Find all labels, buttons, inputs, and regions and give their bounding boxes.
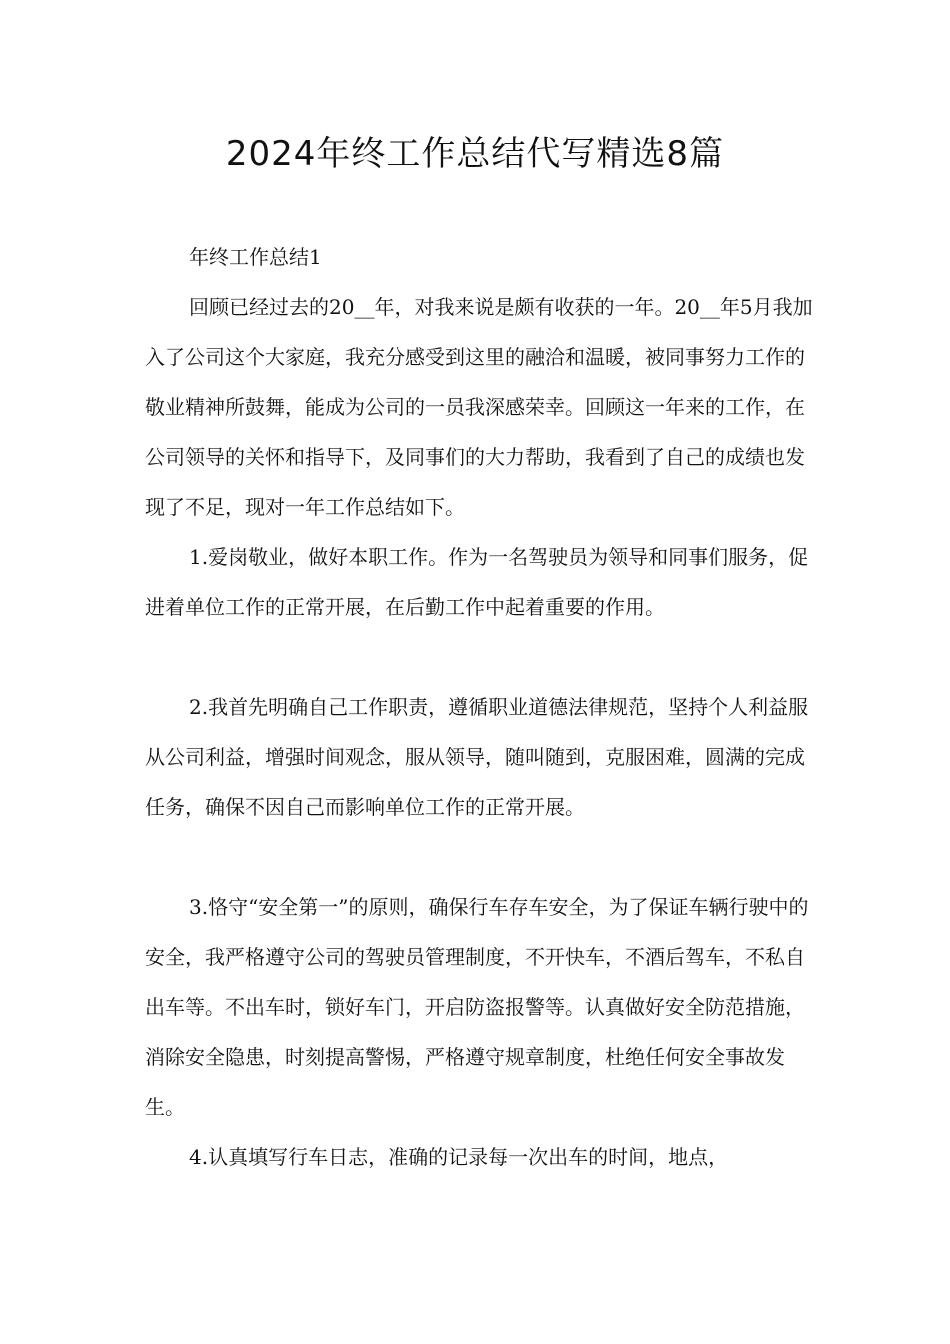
paragraph-item-2: 2.我首先明确自己工作职责，遵循职业道德法律规范，坚持个人利益服从公司利益，增强时间观念，服从领导，随叫随到，克服困难，圆满的完成任务，确保不因自己而影响单位工作的正常开展。 (145, 695, 809, 819)
paragraph-item-1: 1.爱岗敬业，做好本职工作。作为一名驾驶员为领导和同事们服务，促进着单位工作的正常开展，在后勤工作中起着重要的作用。 (145, 545, 809, 619)
paragraph-intro: 回顾已经过去的20__年，对我来说是颇有收获的一年。20__年5月我加入了公司这个大家庭，我充分感受到这里的融洽和温暖，被同事努力工作的敬业精神所鼓舞，能成为公司的一员我深感荣幸。回顾这一年来的工作，在公司领导的关怀和指导下，及同事们的大力帮助，我看到了自己的成绩也发现了不足，现对一年工作总结如下。 (145, 295, 813, 519)
paragraph-spacer (145, 632, 815, 682)
document-body (145, 232, 815, 1182)
paragraph-item-4: 4.认真填写行车日志，准确的记录每一次出车的时间，地点， (189, 1145, 729, 1169)
document-title: 2024年终工作总结代写精选8篇 (225, 134, 725, 174)
section-heading: 年终工作总结1 (189, 245, 322, 269)
paragraph-item-3: 3.恪守“安全第一”的原则，确保行车存车安全，为了保证车辆行驶中的安全，我严格遵守公司的驾驶员管理制度，不开快车，不酒后驾车，不私自出车等。不出车时，锁好车门，开启防盗报警等。认真做好安全防范措施，消除安全隐患，时刻提高警惕，严格遵守规章制度，杜绝任何安全事故发生。 (145, 895, 809, 1119)
paragraph-spacer (145, 832, 815, 882)
